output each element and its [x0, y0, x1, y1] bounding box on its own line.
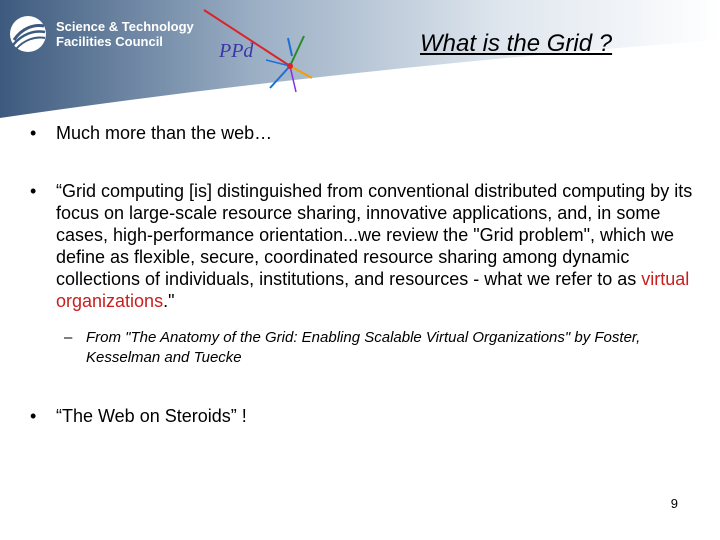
bullet-dot: •: [30, 123, 37, 143]
ppd-particle-graphic: [200, 8, 320, 98]
citation-sub-bullet: [64, 328, 696, 368]
stfc-logo-icon: [8, 14, 48, 54]
quote-end: .": [163, 291, 175, 311]
bullet-1-text: Much more than the web…: [56, 123, 273, 143]
bullet-1: [30, 122, 696, 144]
logo-line-1: Science & Technology: [56, 19, 194, 34]
quote-text: “Grid computing [is] distinguished from conventional distributed computing by its focus on large-scale resource sharing, innovative applications, and, in some cases, high-performance orientation...we review the "Grid problem", which we define as flexible, secure, coordinated resource sharing among dynamic collections of individuals, institutions, and resources - what we refer to as: [56, 181, 693, 289]
ppd-label: PPd: [219, 40, 254, 62]
page-number: 9: [670, 496, 678, 511]
bullet-2: [30, 180, 696, 312]
citation-text: From "The Anatomy of the Grid: Enabling Scalable Virtual Organizations" by Foster, Kesselman and Tuecke: [86, 329, 641, 366]
bullet-dot: •: [30, 406, 37, 426]
sub-bullet-dash: –: [64, 329, 73, 346]
stfc-logo: [8, 14, 194, 54]
bullet-3: [30, 405, 696, 427]
virtual-organizations-highlight: virtual organizations: [56, 269, 690, 311]
bullet-3-text: “The Web on Steroids” !: [56, 406, 247, 426]
slide-title: What is the Grid ?: [420, 30, 613, 57]
bullet-2-text: [56, 180, 696, 312]
logo-line-2: Facilities Council: [56, 34, 163, 49]
bullet-dot: •: [30, 181, 37, 201]
